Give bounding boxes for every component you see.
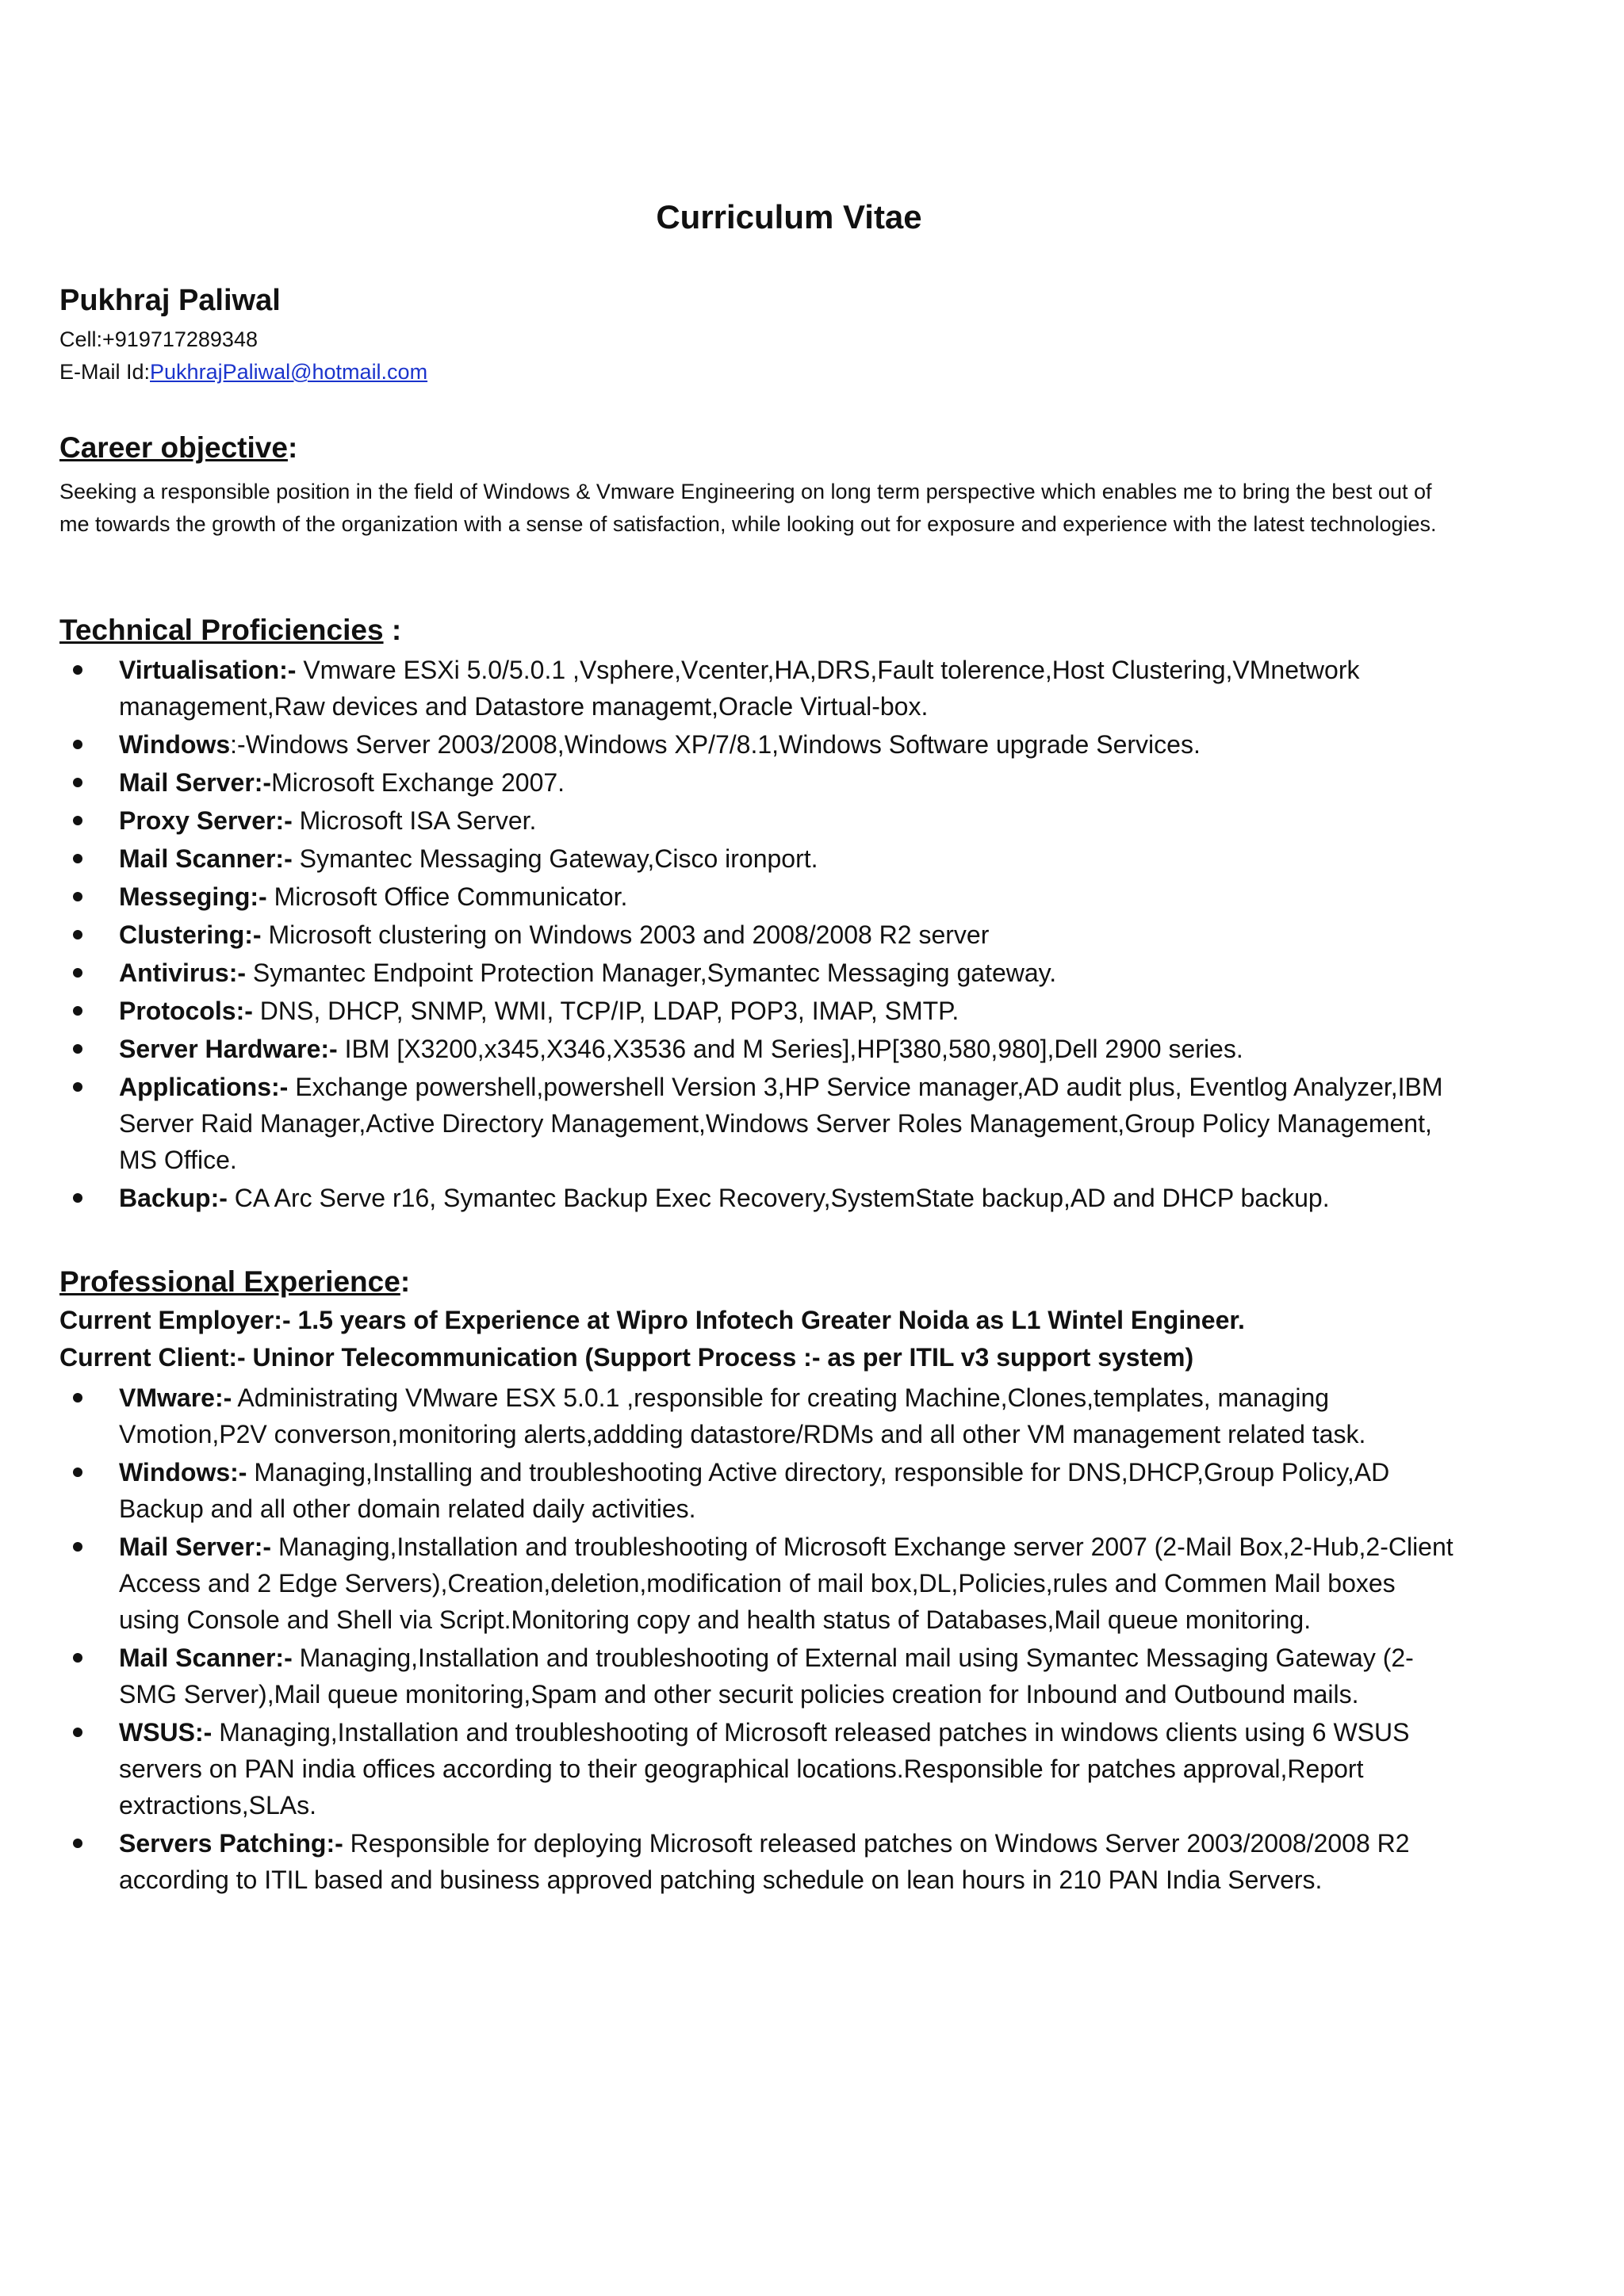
list-item — [59, 955, 1471, 991]
item-text: Managing,Installing and troubleshooting Active directory, responsible for DNS,DHCP,Group Policy,AD Backup and all other domain related daily activities. — [119, 1458, 1390, 1523]
list-item — [59, 1825, 1455, 1898]
candidate-name: Pukhraj Paliwal — [59, 284, 281, 317]
item-label: Clustering:- — [119, 920, 262, 949]
current-employer: Current Employer:- 1.5 years of Experience at Wipro Infotech Greater Noida as L1 Wintel Engineer. — [59, 1306, 1245, 1334]
item-label: Protocols:- — [119, 997, 253, 1025]
item-text: Symantec Messaging Gateway,Cisco ironport. — [292, 844, 818, 873]
bullet-icon — [73, 1653, 82, 1663]
item-text: Managing,Installation and troubleshooting of Microsoft Exchange server 2007 (2-Mail Box,2-Hub,2-Client Access and 2 Edge Servers),Creation,deletion,modification of mail box,DL,Policies,rules and Commen Mail boxes using Console and Shell via Script.Monitoring copy and health status of Databases,Mail queue monitoring. — [119, 1533, 1454, 1634]
item-text: CA Arc Serve r16, Symantec Backup Exec Recovery,SystemState backup,AD and DHCP backup. — [227, 1184, 1330, 1212]
item-text: Vmware ESXi 5.0/5.0.1 ,Vsphere,Vcenter,HA,DRS,Fault tolerence,Host Clustering,VMnetwork management,Raw devices and Datastore managemt,Oracle Virtual-box. — [119, 656, 1360, 721]
technical-proficiencies-heading — [59, 614, 401, 647]
bullet-icon — [73, 1393, 82, 1402]
list-item — [59, 726, 1471, 763]
item-label: VMware:- — [119, 1383, 232, 1412]
professional-experience-colon: : — [400, 1265, 411, 1298]
item-label: Antivirus:- — [119, 959, 246, 987]
technical-proficiencies-list — [59, 652, 1471, 1218]
career-objective-text: Seeking a responsible position in the field of Windows & Vmware Engineering on long term perspective which enables me to bring the best out of me towards the growth of the organization with a sense of satisfaction, while looking out for exposure and experience with the latest technologies. — [59, 480, 1437, 536]
list-item — [59, 1380, 1455, 1452]
list-item — [59, 764, 1471, 801]
item-text: Microsoft Office Communicator. — [266, 882, 628, 911]
professional-experience-list — [59, 1380, 1455, 1900]
bullet-icon — [73, 665, 82, 675]
list-item — [59, 1180, 1471, 1216]
email-line — [59, 360, 427, 385]
item-text: Responsible for deploying Microsoft released patches on Windows Server 2003/2008/2008 R2 according to ITIL based and business approved patching schedule on lean hours in 210 PAN India Servers. — [119, 1829, 1410, 1894]
bullet-icon — [73, 816, 82, 825]
professional-experience-heading-text: Professional Experience — [59, 1265, 400, 1298]
current-client: Current Client:- Uninor Telecommunication (Support Process :- as per ITIL v3 support system) — [59, 1343, 1194, 1372]
item-label: Mail Server:- — [119, 768, 272, 797]
list-item — [59, 840, 1471, 877]
item-label: Windows:- — [119, 1458, 247, 1487]
item-label: Backup:- — [119, 1184, 228, 1212]
email-link[interactable]: PukhrajPaliwal@hotmail.com — [150, 360, 428, 384]
item-label: Mail Scanner:- — [119, 844, 293, 873]
bullet-icon — [73, 1082, 82, 1092]
item-label: Windows — [119, 730, 231, 759]
item-label: Virtualisation:- — [119, 656, 297, 684]
bullet-icon — [73, 740, 82, 749]
item-text: Microsoft Exchange 2007. — [271, 768, 565, 797]
item-text: Managing,Installation and troubleshooting of Microsoft released patches in windows clients using 6 WSUS servers on PAN india offices according to their geographical locations.Responsible for patches approval,Report extractions,SLAs. — [119, 1718, 1410, 1820]
bullet-icon — [73, 1468, 82, 1477]
list-item — [59, 1454, 1455, 1527]
bullet-icon — [73, 854, 82, 863]
item-label: Messeging:- — [119, 882, 267, 911]
technical-proficiencies-colon: : — [383, 614, 402, 646]
cell-number: Cell:+919717289348 — [59, 327, 258, 351]
item-text: Administrating VMware ESX 5.0.1 ,responsible for creating Machine,Clones,templates, managing Vmotion,P2V converson,monitoring alerts,addding datastore/RDMs and all other VM management related task. — [119, 1383, 1366, 1448]
item-label: Applications:- — [119, 1073, 289, 1101]
professional-experience-heading — [59, 1265, 410, 1299]
bullet-icon — [73, 1542, 82, 1552]
list-item — [59, 993, 1471, 1029]
item-label: Servers Patching:- — [119, 1829, 343, 1858]
bullet-icon — [73, 1728, 82, 1737]
list-item — [59, 1031, 1471, 1067]
list-item — [59, 652, 1471, 725]
bullet-icon — [73, 968, 82, 978]
list-item — [59, 1069, 1471, 1178]
bullet-icon — [73, 1006, 82, 1016]
career-objective-heading-text: Career objective — [59, 431, 288, 464]
list-item — [59, 916, 1471, 953]
bullet-icon — [73, 1044, 82, 1054]
bullet-icon — [73, 1839, 82, 1848]
list-item — [59, 802, 1471, 839]
item-label: WSUS:- — [119, 1718, 213, 1747]
item-text: Managing,Installation and troubleshooting of External mail using Symantec Messaging Gateway (2-SMG Server),Mail queue monitoring,Spam and other securit policies creation for Inbound and Outbound mails. — [119, 1644, 1414, 1709]
technical-proficiencies-heading-text: Technical Proficiencies — [59, 614, 384, 646]
email-label: E-Mail Id: — [59, 360, 151, 384]
item-text: Symantec Endpoint Protection Manager,Symantec Messaging gateway. — [246, 959, 1057, 987]
item-text: DNS, DHCP, SNMP, WMI, TCP/IP, LDAP, POP3, IMAP, SMTP. — [252, 997, 959, 1025]
bullet-icon — [73, 930, 82, 939]
item-label: Mail Server:- — [119, 1533, 272, 1561]
career-objective-colon: : — [287, 431, 298, 464]
list-item — [59, 878, 1471, 915]
bullet-icon — [73, 892, 82, 901]
item-text: IBM [X3200,x345,X346,X3536 and M Series],HP[380,580,980],Dell 2900 series. — [337, 1035, 1243, 1063]
item-text: Microsoft ISA Server. — [292, 806, 537, 835]
item-label: Proxy Server:- — [119, 806, 293, 835]
item-text: :-Windows Server 2003/2008,Windows XP/7/8.1,Windows Software upgrade Services. — [230, 730, 1201, 759]
list-item — [59, 1714, 1455, 1823]
item-text: Exchange powershell,powershell Version 3,HP Service manager,AD audit plus, Eventlog Analyzer,IBM Server Raid Manager,Active Directory Management,Windows Server Roles Management,Group Policy Management, MS Office. — [119, 1073, 1443, 1174]
item-label: Server Hardware:- — [119, 1035, 338, 1063]
item-text: Microsoft clustering on Windows 2003 and 2008/2008 R2 server — [261, 920, 990, 949]
bullet-icon — [73, 1193, 82, 1203]
document-title: Curriculum Vitae — [656, 198, 922, 235]
item-label: Mail Scanner:- — [119, 1644, 293, 1672]
career-objective-heading — [59, 431, 297, 465]
bullet-icon — [73, 778, 82, 787]
list-item — [59, 1640, 1455, 1712]
list-item — [59, 1529, 1455, 1638]
